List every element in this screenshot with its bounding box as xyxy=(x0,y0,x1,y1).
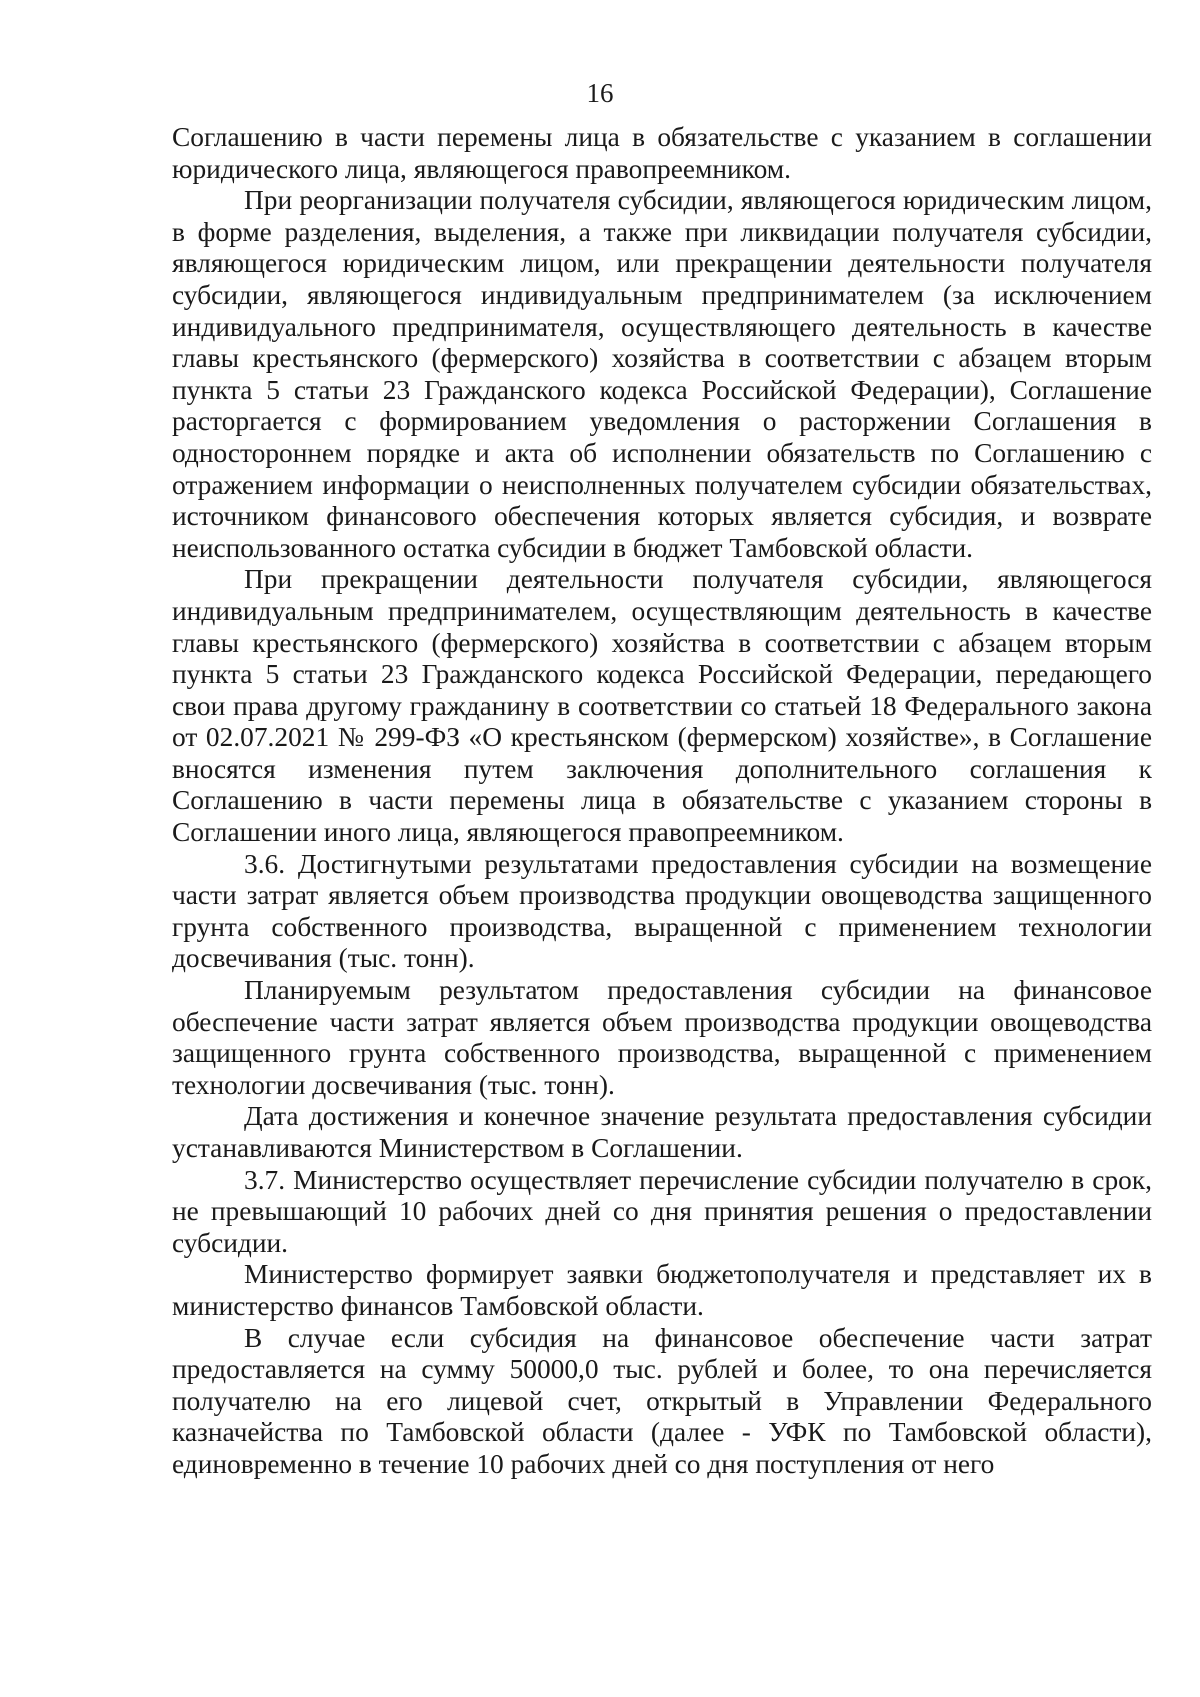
paragraph-budget-requests: Министерство формирует заявки бюджетополучателя и представляет их в министерство финансов Тамбовской области. xyxy=(172,1259,1152,1321)
paragraph-reorganization: При реорганизации получателя субсидии, являющегося юридическим лицом, в форме разделения, выделения, а также при ликвидации получателя субсидии, являющегося юридическим лицом, или прекращении деятельности получателя субсидии, являющегося индивидуальным предпринимателем (за исключением индивидуального предпринимателя, осуществляющего деятельность в качестве главы крестьянского (фермерского) хозяйства в соответствии с абзацем вторым пункта 5 статьи 23 Гражданского кодекса Российской Федерации), Соглашение расторгается с формированием уведомления о расторжении Соглашения в одностороннем порядке и акта об исполнении обязательств по Соглашению с отражением информации о неисполненных получателем субсидии обязательствах, источником финансового обеспечения которых является субсидия, и возврате неиспользованного остатка субсидии в бюджет Тамбовской области. xyxy=(172,185,1152,563)
paragraph-achievement-date: Дата достижения и конечное значение результата предоставления субсидии устанавливаются Министерством в Соглашении. xyxy=(172,1101,1152,1163)
paragraph-termination-farmer: При прекращении деятельности получателя субсидии, являющегося индивидуальным предпринимателем, осуществляющим деятельность в качестве главы крестьянского (фермерского) хозяйства в соответствии с абзацем вторым пункта 5 статьи 23 Гражданского кодекса Российской Федерации, передающего свои права другому гражданину в соответствии со статьей 18 Федерального закона от 02.07.2021 № 299-ФЗ «О крестьянском (фермерском) хозяйстве», в Соглашение вносятся изменения путем заключения дополнительного соглашения к Соглашению в части перемены лица в обязательстве с указанием стороны в Соглашении иного лица, являющегося правопреемником. xyxy=(172,564,1152,848)
paragraph-3-7-transfer: 3.7. Министерство осуществляет перечисление субсидии получателю в срок, не превышающий 10 рабочих дней со дня принятия решения о предоставлении субсидии. xyxy=(172,1164,1152,1258)
paragraph-3-6-achieved-results: 3.6. Достигнутыми результатами предоставления субсидии на возмещение части затрат является объем производства продукции овощеводства защищенного грунта собственного производства, выращенной с применением технологии досвечивания (тыс. тонн). xyxy=(172,848,1152,974)
page-number: 16 xyxy=(586,78,614,108)
paragraph-continuation: Соглашению в части перемены лица в обязательстве с указанием в соглашении юридического лица, являющегося правопреемником. xyxy=(172,122,1152,184)
paragraph-large-subsidy: В случае если субсидия на финансовое обеспечение части затрат предоставляется на сумму 50000,0 тыс. рублей и более, то она перечисляется получателю на его лицевой счет, открытый в Управлении Федерального казначейства по Тамбовской области (далее - УФК по Тамбовской области), единовременно в течение 10 рабочих дней со дня поступления от него xyxy=(172,1322,1152,1479)
document-body xyxy=(172,122,1152,1481)
paragraph-planned-result: Планируемым результатом предоставления субсидии на финансовое обеспечение части затрат является объем производства продукции овощеводства защищенного грунта собственного производства, выращенной с применением технологии досвечивания (тыс. тонн). xyxy=(172,975,1152,1100)
